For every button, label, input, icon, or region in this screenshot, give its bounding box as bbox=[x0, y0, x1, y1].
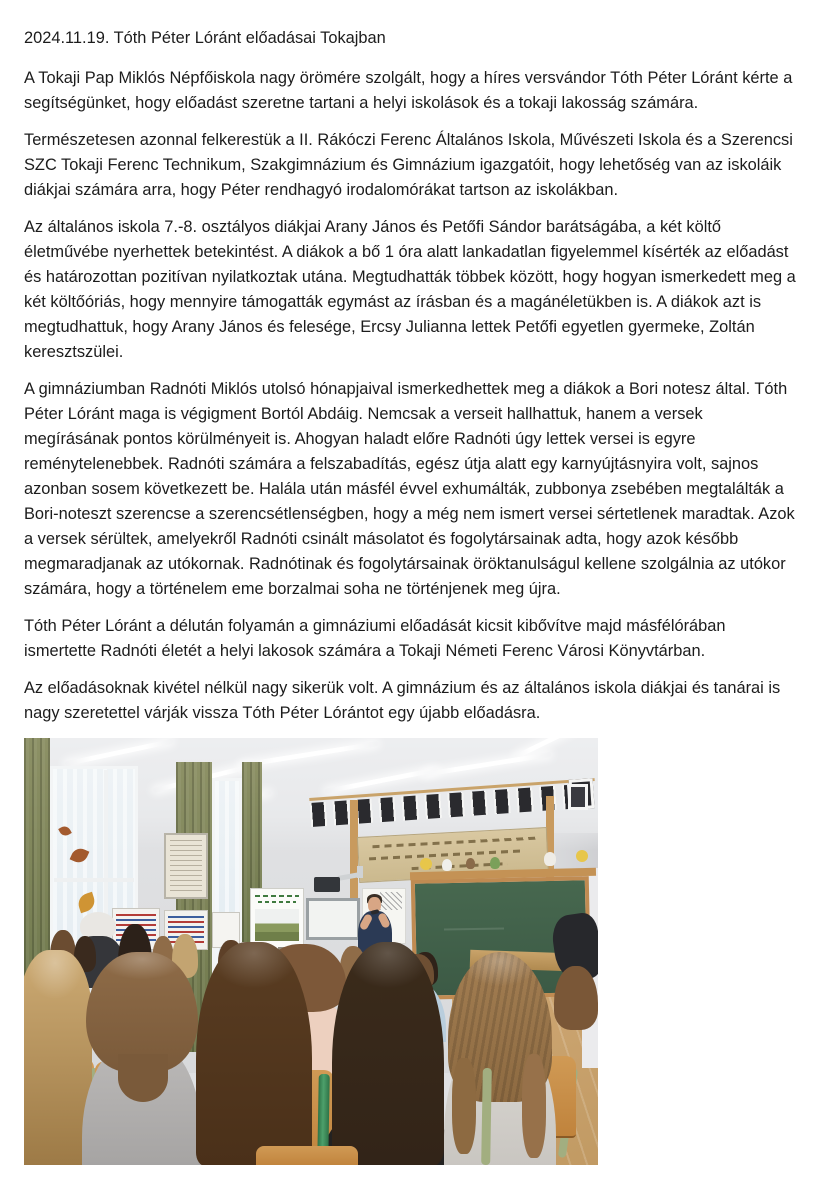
student-hair-tail bbox=[118, 1054, 168, 1102]
rollup-banner-text bbox=[255, 895, 299, 897]
paragraph-4: A gimnáziumban Radnóti Miklós utolsó hónapjaival ismerkedhettek meg a diákok a Bori notesz által. Tóth Péter Lóránt maga is végigment Bortól Abdáig. Nemcsak a verseit hallhattuk, hanem a versek megírásának pontos körülményeit is. Ahogyan haladt előre Radnóti úgy lettek versei is egyre reménytelenebbek. Radnóti számára a felszabadítás, egész útja alatt egy karnyújtásnyira volt, sajnos azonban sosem következett be. Halála után másfél évvel exhumálták, zubbonya zsebében megtalálták a Bori-noteszt szerencse a szerencsétlenségben, hogy a még nem ismert versei sértetlenek maradtak. Azok a versek sérültek, amelyekről Radnóti csinált másolatot és fogolytársainak adta, hogy azok később megmaradjanak az utókornak. Radnótinak és fogolytársainak öröktanulságul kellene szolgálnia az utókor számára, hogy a történelem eme borzalmai soha ne történjenek meg újra. bbox=[24, 380, 795, 598]
student-long-hair-black bbox=[332, 942, 444, 1165]
chair-seat-edge bbox=[256, 1146, 358, 1165]
student-long-hair-dark bbox=[196, 942, 312, 1165]
page-title: 2024.11.19. Tóth Péter Lóránt előadásai Tokajban bbox=[24, 29, 386, 47]
projector-mount bbox=[357, 866, 363, 878]
shelf-owl-figurine bbox=[442, 859, 452, 871]
shelf-owl-figurine bbox=[544, 852, 556, 866]
portrait-frame-wall bbox=[568, 784, 588, 810]
shelf-figurine bbox=[490, 857, 500, 869]
framed-wall-chart-lines bbox=[170, 840, 202, 892]
projector bbox=[314, 877, 340, 892]
shelf-figurine bbox=[466, 858, 475, 869]
chair-frame bbox=[481, 1068, 492, 1165]
paragraph-6: Az előadásoknak kivétel nélkül nagy sikerük volt. A gimnázium és az általános iskola diákjai és tanárai is nagy szeretettel várják vissza Tóth Péter Lórántot egy újabb előadásra. bbox=[24, 679, 781, 722]
student-hair-strand bbox=[522, 1054, 546, 1158]
shelf-flower-figurine bbox=[576, 850, 588, 862]
classroom-photo bbox=[24, 738, 598, 1165]
interactive-whiteboard bbox=[306, 898, 360, 940]
student-hair-strand bbox=[452, 1058, 476, 1154]
student-head bbox=[554, 966, 598, 1030]
paragraph-5: Tóth Péter Lóránt a délután folyamán a gimnáziumi előadását kicsit kibővítve majd másfélórában ismertette Radnóti életét a helyi lakosok számára a Tokaji Németi Ferenc Városi Könyvtárban. bbox=[24, 617, 726, 660]
banner-handwriting bbox=[372, 837, 536, 849]
rollup-landscape-photo bbox=[255, 909, 299, 941]
paragraph-3: Az általános iskola 7.-8. osztályos diákjai Arany János és Petőfi Sándor barátságába, a két költő életművébe nyerhettek betekintést. A diákok a bő 1 óra alatt lankadatlan figyelemmel kísérték az előadást és határozottan pozitívan nyilatkoztak utána. Megtudhatták többek között, hogy hogyan ismerkedett meg a két költőóriás, hogy mennyire támogatták egymást az írásban és a magánéletükben is. A diákok azt is megtudhattuk, hogy Arany János és felesége, Ercsy Julianna lettek Petőfi egyetlen gyermeke, Zoltán keresztszülei. bbox=[24, 218, 796, 361]
shelf-flower-figurine bbox=[420, 858, 432, 870]
rollup-banner-text bbox=[258, 901, 296, 903]
paragraph-2: Természetesen azonnal felkerestük a II. Rákóczi Ferenc Általános Iskola, Művészeti Iskola és a Szerencsi SZC Tokaji Ferenc Technikum, Szakgimnázium és Gimnázium igazgatóit, hogy lehetőség van az iskoláik diákjai számára arra, hogy Péter rendhagyó irodalomórákat tartson az iskolákban. bbox=[24, 131, 793, 199]
paragraph-1: A Tokaji Pap Miklós Népfőiskola nagy örömére szolgált, hogy a híres versvándor Tóth Péter Lóránt kérte a segítségünket, hogy előadást szeretne tartani a helyi iskolások és a tokaji lakosság számára. bbox=[24, 69, 793, 112]
window-mullion bbox=[54, 878, 134, 882]
